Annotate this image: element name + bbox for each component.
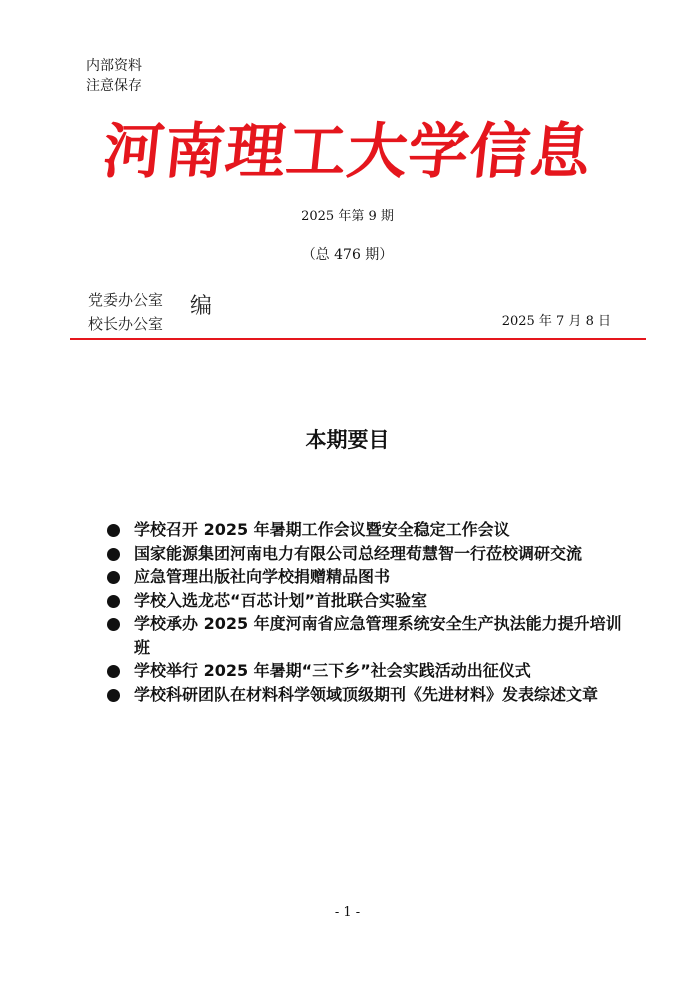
highlight-text: 国家能源集团河南电力有限公司总经理荀慧智一行莅校调研交流 (134, 543, 583, 563)
highlight-item (106, 542, 626, 566)
bullet-icon (107, 689, 120, 702)
bullet-icon (107, 618, 120, 631)
confidential-notice (86, 56, 142, 96)
highlight-text: 应急管理出版社向学校捐赠精品图书 (134, 567, 391, 586)
confidential-line-2: 注意保存 (86, 78, 142, 94)
highlight-item (106, 518, 626, 542)
bullet-icon (107, 548, 120, 561)
confidential-line-1: 内部资料 (86, 58, 142, 74)
highlight-text: 学校承办 2025 年度河南省应急管理系统安全生产执法能力提升培训班 (134, 614, 622, 657)
page-number: - 1 - (334, 905, 361, 920)
highlight-text: 学校科研团队在材料科学领域顶级期刊《先进材料》发表综述文章 (134, 684, 599, 704)
highlight-item (106, 589, 626, 613)
highlights-list (106, 518, 626, 706)
bullet-icon (107, 524, 120, 537)
highlight-text: 学校入选龙芯“百芯计划”首批联合实验室 (134, 590, 428, 610)
highlight-item (106, 565, 626, 589)
red-divider (70, 338, 646, 340)
masthead-title: 河南理工大学信息 (99, 117, 596, 187)
editing-offices (88, 288, 163, 336)
office-party-committee: 党委办公室 (88, 291, 164, 309)
edit-label: 编 (190, 294, 213, 319)
highlight-item (106, 659, 626, 683)
issue-number: 2025 年第 9 期 (301, 209, 394, 224)
highlight-item (106, 612, 626, 659)
highlight-item (106, 683, 626, 707)
highlight-text: 学校举行 2025 年暑期“三下乡”社会实践活动出征仪式 (134, 661, 531, 680)
issue-total: （总 476 期） (301, 247, 394, 263)
bullet-icon (107, 665, 120, 678)
office-president: 校长办公室 (88, 315, 164, 333)
section-title: 本期要目 (305, 428, 390, 452)
publication-date: 2025 年 7 月 8 日 (501, 314, 611, 329)
bullet-icon (107, 571, 120, 584)
highlight-text: 学校召开 2025 年暑期工作会议暨安全稳定工作会议 (134, 520, 510, 539)
bullet-icon (107, 595, 120, 608)
